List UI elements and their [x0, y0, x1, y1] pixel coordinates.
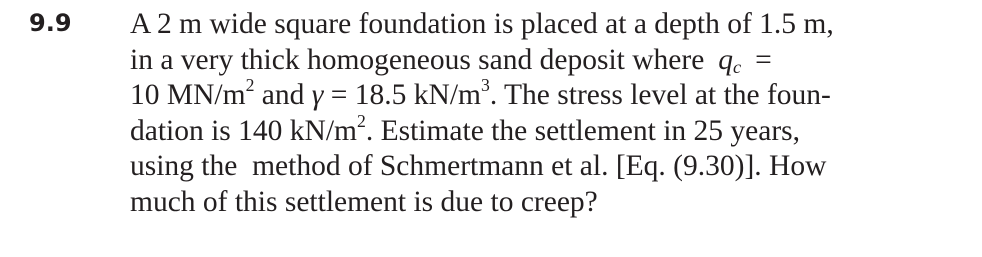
- cone-resistance-symbol: q: [718, 43, 734, 76]
- line-3-part-b: and: [254, 79, 312, 111]
- cone-resistance-subscript: c: [733, 57, 742, 78]
- line-4-part-b: . Estimate the settlement in 25 years,: [365, 114, 801, 147]
- statement-line-6: [130, 185, 970, 221]
- line-3-part-d: . The stress level at the foun-: [489, 79, 831, 111]
- line-3-superscript-a: 2: [245, 75, 255, 96]
- line-5-text: using the method of Schmertmann et al. [Eq. (9.30)]. How: [130, 150, 827, 182]
- statement-line-4: [130, 110, 970, 150]
- problem-statement: [130, 7, 970, 220]
- line-4-part-a: dation is 140 kN/m: [130, 114, 357, 147]
- line-2-text: in a very thick homogeneous sand deposit where: [130, 43, 705, 76]
- statement-line-1: [130, 7, 970, 43]
- statement-line-3: [130, 75, 970, 114]
- line-3-part-a: 10 MN/m: [130, 79, 246, 111]
- statement-line-2: [130, 43, 970, 79]
- line-1-text: A 2 m wide square foundation is placed at a depth of 1.5 m,: [130, 8, 834, 40]
- equals-sign: =: [755, 43, 772, 76]
- line-6-text: much of this settlement is due to creep?: [130, 185, 598, 218]
- unit-weight-symbol: γ: [311, 79, 324, 111]
- line-4-superscript: 2: [356, 110, 366, 131]
- statement-line-5: [130, 149, 970, 185]
- line-3-part-c: = 18.5 kN/m: [323, 79, 481, 111]
- line-3-superscript-c: 3: [480, 75, 490, 96]
- problem-number: 9.9: [29, 9, 72, 37]
